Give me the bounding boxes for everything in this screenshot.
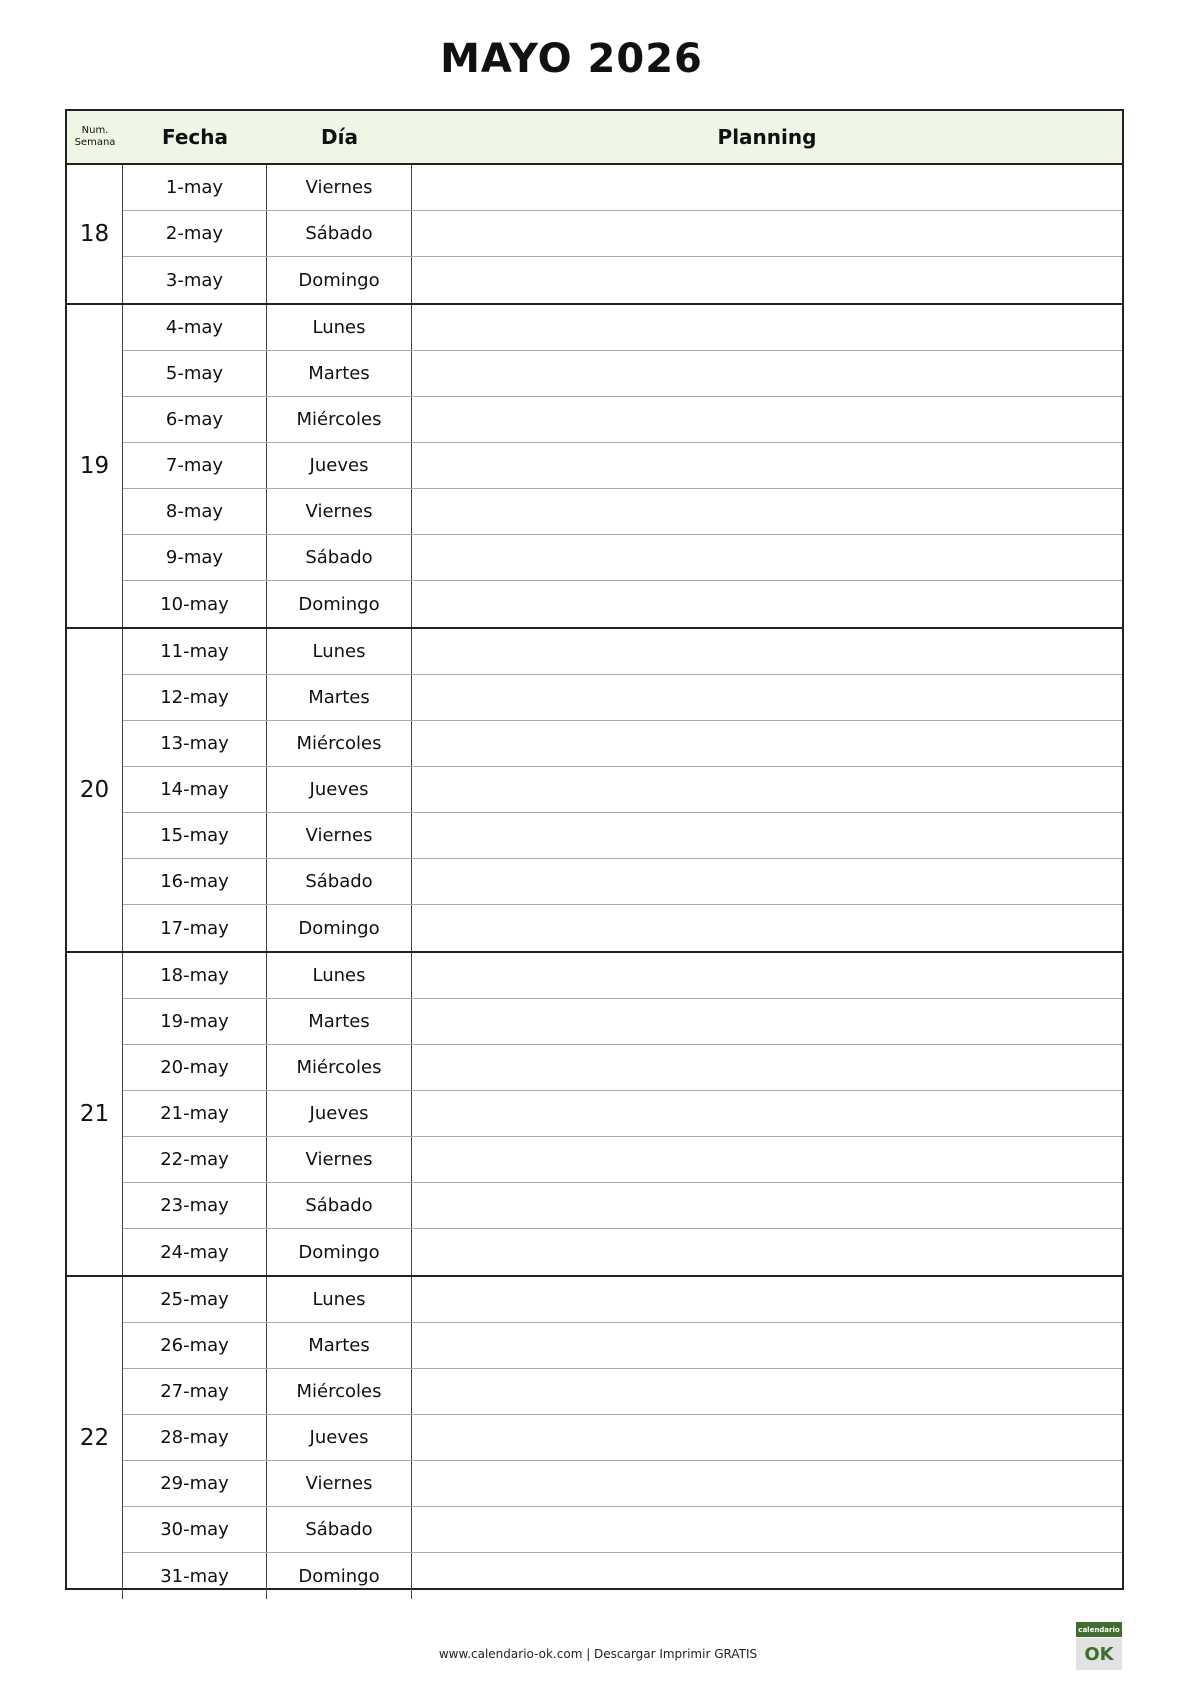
planning-cell[interactable] (412, 257, 1122, 303)
weekday-cell: Viernes (267, 813, 412, 858)
planning-cell[interactable] (412, 1415, 1122, 1460)
table-body (67, 165, 1122, 1599)
date-cell: 26-may (123, 1323, 267, 1368)
date-cell: 8-may (123, 489, 267, 534)
weekday-cell: Miércoles (267, 1369, 412, 1414)
planning-cell[interactable] (412, 489, 1122, 534)
table-row (123, 675, 1122, 721)
date-cell: 20-may (123, 1045, 267, 1090)
table-row (123, 1229, 1122, 1275)
header-week-line1: Num. (81, 125, 109, 136)
table-row (123, 905, 1122, 951)
weekday-cell: Domingo (267, 1553, 412, 1599)
planning-cell[interactable] (412, 1277, 1122, 1322)
weekday-cell: Viernes (267, 1461, 412, 1506)
table-row (123, 1045, 1122, 1091)
table-row (123, 859, 1122, 905)
date-cell: 17-may (123, 905, 267, 951)
week-number: 19 (67, 305, 123, 627)
table-row (123, 535, 1122, 581)
planning-cell[interactable] (412, 813, 1122, 858)
weekday-cell: Lunes (267, 305, 412, 350)
planning-cell[interactable] (412, 1369, 1122, 1414)
logo-top-label: calendario (1076, 1622, 1122, 1637)
planning-cell[interactable] (412, 1323, 1122, 1368)
date-cell: 4-may (123, 305, 267, 350)
date-cell: 6-may (123, 397, 267, 442)
table-row (123, 165, 1122, 211)
planning-cell[interactable] (412, 767, 1122, 812)
header-planning: Planning (717, 125, 817, 149)
planning-cell[interactable] (412, 999, 1122, 1044)
planning-cell[interactable] (412, 165, 1122, 210)
week-block (67, 953, 1122, 1277)
date-cell: 29-may (123, 1461, 267, 1506)
table-row (123, 1369, 1122, 1415)
weekday-cell: Sábado (267, 1507, 412, 1552)
date-cell: 21-may (123, 1091, 267, 1136)
planning-cell[interactable] (412, 351, 1122, 396)
weekday-cell: Viernes (267, 1137, 412, 1182)
weekday-cell: Domingo (267, 581, 412, 627)
week-number: 18 (67, 165, 123, 303)
table-row (123, 1461, 1122, 1507)
weekday-cell: Lunes (267, 1277, 412, 1322)
planning-cell[interactable] (412, 1553, 1122, 1599)
planning-cell[interactable] (412, 905, 1122, 951)
date-cell: 28-may (123, 1415, 267, 1460)
weekday-cell: Lunes (267, 953, 412, 998)
week-number: 22 (67, 1277, 123, 1599)
planning-cell[interactable] (412, 1507, 1122, 1552)
table-row (123, 1507, 1122, 1553)
weekday-cell: Sábado (267, 535, 412, 580)
table-row (123, 999, 1122, 1045)
calendario-ok-logo[interactable] (1076, 1622, 1122, 1670)
page-title: MAYO 2026 (440, 36, 703, 82)
header-week-line2: Semana (74, 137, 116, 148)
weekday-cell: Jueves (267, 1091, 412, 1136)
week-block (67, 165, 1122, 305)
week-block (67, 629, 1122, 953)
weekday-cell: Martes (267, 1323, 412, 1368)
weekday-cell: Domingo (267, 1229, 412, 1275)
table-row (123, 767, 1122, 813)
planning-cell[interactable] (412, 1461, 1122, 1506)
weekday-cell: Miércoles (267, 721, 412, 766)
table-row (123, 1091, 1122, 1137)
header-week-number (67, 111, 123, 163)
header-day: Día (321, 125, 358, 149)
weekday-cell: Viernes (267, 165, 412, 210)
table-row (123, 397, 1122, 443)
weekday-cell: Sábado (267, 211, 412, 256)
table-row (123, 629, 1122, 675)
date-cell: 9-may (123, 535, 267, 580)
weekday-cell: Martes (267, 675, 412, 720)
planning-cell[interactable] (412, 535, 1122, 580)
table-row (123, 1553, 1122, 1599)
header-date: Fecha (161, 125, 228, 149)
date-cell: 5-may (123, 351, 267, 396)
date-cell: 27-may (123, 1369, 267, 1414)
table-row (123, 211, 1122, 257)
weekday-cell: Miércoles (267, 1045, 412, 1090)
table-row (123, 953, 1122, 999)
table-row (123, 721, 1122, 767)
date-cell: 13-may (123, 721, 267, 766)
date-cell: 25-may (123, 1277, 267, 1322)
planning-cell[interactable] (412, 675, 1122, 720)
table-row (123, 1415, 1122, 1461)
date-cell: 2-may (123, 211, 267, 256)
date-cell: 22-may (123, 1137, 267, 1182)
table-row (123, 1137, 1122, 1183)
date-cell: 3-may (123, 257, 267, 303)
table-header (67, 111, 1122, 165)
table-row (123, 1323, 1122, 1369)
table-row (123, 257, 1122, 303)
planning-cell[interactable] (412, 1091, 1122, 1136)
weekday-cell: Martes (267, 999, 412, 1044)
weekday-cell: Domingo (267, 257, 412, 303)
date-cell: 16-may (123, 859, 267, 904)
table-row (123, 581, 1122, 627)
planning-cell[interactable] (412, 1183, 1122, 1228)
table-row (123, 351, 1122, 397)
week-block (67, 305, 1122, 629)
date-cell: 19-may (123, 999, 267, 1044)
date-cell: 15-may (123, 813, 267, 858)
week-block (67, 1277, 1122, 1599)
planning-cell[interactable] (412, 305, 1122, 350)
planning-cell[interactable] (412, 211, 1122, 256)
date-cell: 31-may (123, 1553, 267, 1599)
planning-cell[interactable] (412, 629, 1122, 674)
planner-table (65, 109, 1124, 1590)
planning-cell[interactable] (412, 581, 1122, 627)
date-cell: 7-may (123, 443, 267, 488)
planning-cell[interactable] (412, 953, 1122, 998)
table-row (123, 305, 1122, 351)
weekday-cell: Martes (267, 351, 412, 396)
date-cell: 11-may (123, 629, 267, 674)
table-row (123, 489, 1122, 535)
date-cell: 10-may (123, 581, 267, 627)
planning-cell[interactable] (412, 859, 1122, 904)
weekday-cell: Sábado (267, 859, 412, 904)
week-number: 20 (67, 629, 123, 951)
weekday-cell: Viernes (267, 489, 412, 534)
footer-text[interactable]: www.calendario-ok.com | Descargar Imprimir GRATIS (438, 1647, 758, 1661)
table-row (123, 1277, 1122, 1323)
weekday-cell: Miércoles (267, 397, 412, 442)
date-cell: 14-may (123, 767, 267, 812)
date-cell: 1-may (123, 165, 267, 210)
planning-cell[interactable] (412, 443, 1122, 488)
planning-cell[interactable] (412, 1137, 1122, 1182)
planning-cell[interactable] (412, 1229, 1122, 1275)
weekday-cell: Domingo (267, 905, 412, 951)
week-number: 21 (67, 953, 123, 1275)
table-row (123, 813, 1122, 859)
table-row (123, 1183, 1122, 1229)
date-cell: 12-may (123, 675, 267, 720)
date-cell: 18-may (123, 953, 267, 998)
date-cell: 30-may (123, 1507, 267, 1552)
weekday-cell: Lunes (267, 629, 412, 674)
weekday-cell: Jueves (267, 767, 412, 812)
date-cell: 24-may (123, 1229, 267, 1275)
logo-bottom-label: OK (1076, 1638, 1122, 1670)
weekday-cell: Sábado (267, 1183, 412, 1228)
planning-cell[interactable] (412, 397, 1122, 442)
weekday-cell: Jueves (267, 1415, 412, 1460)
weekday-cell: Jueves (267, 443, 412, 488)
table-row (123, 443, 1122, 489)
planning-cell[interactable] (412, 721, 1122, 766)
planning-cell[interactable] (412, 1045, 1122, 1090)
date-cell: 23-may (123, 1183, 267, 1228)
